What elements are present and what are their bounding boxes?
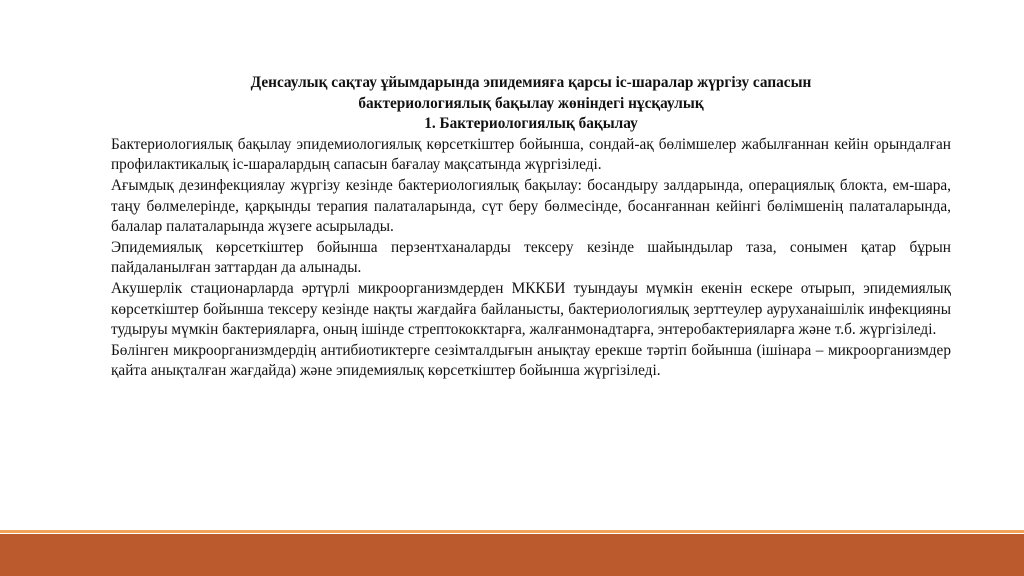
document-body: [111, 73, 951, 382]
document-title: [111, 73, 951, 135]
paragraph-2: Ағымдық дезинфекциялау жүргізу кезінде бактериологиялық бақылау: босандыру залдарында, операциялық блокта, ем-шара, таңу бөлмелерінде, қарқынды терапия палаталарында, сүт беру бөлмесінде, босанғаннан кейінгі бөлімшенің палаталарында, балалар палаталарында жүзеге асырылады.: [111, 176, 951, 236]
paragraph-5: Бөлінген микроорганизмдердің антибиотиктерге сезімталдығын анықтау ерекше тәртіп бойынша (ішінара – микроорганизмдер қайта анықталған жағдайда) және эпидемиялық көрсеткіштер бойынша жүргізіледі.: [111, 341, 951, 380]
footer-band: [0, 534, 1024, 576]
paragraph-1: Бактериологиялық бақылау эпидемиологиялық көрсеткіштер бойынша, сондай-ақ бөлімшелер жабылғаннан кейін орындалған профилактикалық іс-шаралардың сапасын бағалау мақсатында жүргізіледі.: [111, 135, 951, 174]
paragraph-4: Акушерлік стационарларда әртүрлі микроорганизмдерден МККБИ туындауы мүмкін екенін ескере отырып, эпидемиялық көрсеткіштер бойынша тексеру кезінде нақты жағдайға байланысты, бактериологиялық зерттеулер ауруханаішілік инфекцияны тудыруы мүмкін бактерияларға, оның ішінде стрептококктарға, жалғанмонадтарға, энтеробактерияларға және т.б. жүргізіледі.: [111, 279, 951, 339]
footer-accent-stripe: [0, 530, 1024, 533]
paragraph-3: Эпидемиялық көрсеткіштер бойынша перзентханаларды тексеру кезінде шайындылар таза, сонымен қатар бұрын пайдаланылған заттардан да алынады.: [111, 238, 951, 277]
title-line-2: бактериологиялық бақылау жөніндегі нұсқаулық: [358, 94, 704, 112]
title-line-1: Денсаулық сақтау ұйымдарында эпидемияға қарсы іс-шаралар жүргізу сапасын: [250, 74, 812, 91]
section-heading: 1. Бактериологиялық бақылау: [424, 115, 638, 133]
